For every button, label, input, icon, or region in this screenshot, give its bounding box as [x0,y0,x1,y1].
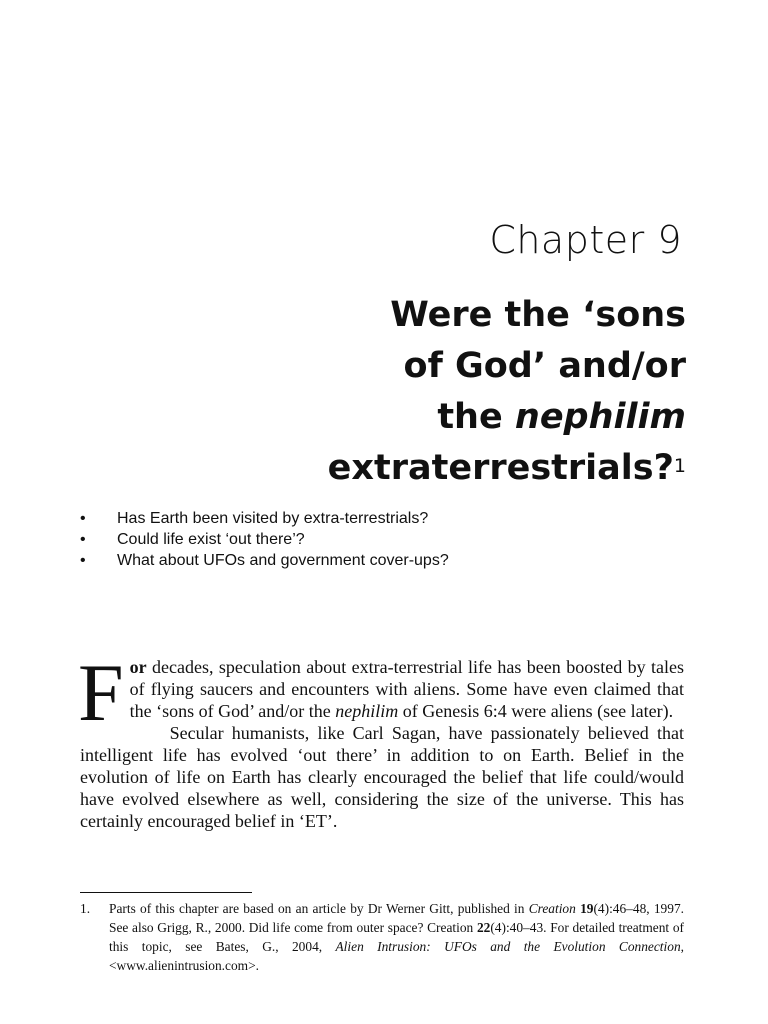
title-line-2: of God’ and/or [403,346,686,386]
list-item-text: What about UFOs and government cover-ups? [117,552,449,569]
footnote-volume-1: 19 [580,901,594,916]
chapter-number: Chapter 9 [489,218,682,262]
paragraph-1-end: of Genesis 6:4 were aliens (see later). [398,701,674,721]
footnote-number: 1. [80,901,91,916]
paragraph-2: Secular humanists, like Carl Sagan, have passionately believed that intelligent life has evolved ‘out there’ in addition to on Earth. Belief in the evolution of life on Earth has clearly encouraged the belief that life could/would have evolved elsewhere as well, considering the size of the universe. This has certainly encouraged belief in ‘ET’. [80,723,684,831]
footnote-text [109,899,684,975]
chapter-title [166,290,686,494]
footnote-journal: Creation [528,901,576,916]
bullet-icon: • [80,552,86,569]
title-line-1: Were the ‘sons [390,295,686,335]
title-line-4-text: extraterrestrials? [327,448,674,488]
footnote-part-3: (4):40–43. For detailed treatment of this topic, see Bates, G., 2004, [109,920,684,954]
bullet-icon: • [80,510,86,527]
footnote-book-title: Alien Intrusion: UFOs and the Evolution Connection [335,939,681,954]
title-footnote-ref[interactable]: 1 [673,455,686,477]
footnote-part-1: Parts of this chapter are based on an article by Dr Werner Gitt, published in [109,901,529,916]
footnote-divider [80,892,252,893]
title-line-3 [166,392,686,443]
paragraph-1 [78,647,684,738]
title-nephilim: nephilim [514,397,686,437]
list-item [80,550,449,571]
body-text [78,647,684,832]
list-item-text: Could life exist ‘out there’? [117,531,305,548]
bullet-icon: • [80,531,86,548]
paragraph-1-text: decades, speculation about extra-terrestrial life has been boosted by tales of flying saucers and encounters with aliens. Some have even claimed that the ‘sons of God’ and/or the [129,657,684,721]
footnote-volume-2: 22 [476,920,491,935]
title-line-4 [166,443,686,494]
footnote [80,899,684,975]
nephilim-term: nephilim [335,701,399,721]
footnote-url[interactable]: , <www.alienintrusion.com>. [109,939,684,973]
key-questions-list [80,508,449,571]
footnote-part-2: (4):46–48, 1997. See also Grigg, R., 2000. Did life come from outer space? Creation [109,901,684,935]
title-line-3-prefix: the [437,397,515,437]
drop-cap: F [78,647,124,738]
list-item [80,529,449,550]
lead-word: or [129,657,147,677]
list-item [80,508,449,529]
list-item-text: Has Earth been visited by extra-terrestrials? [117,510,429,527]
